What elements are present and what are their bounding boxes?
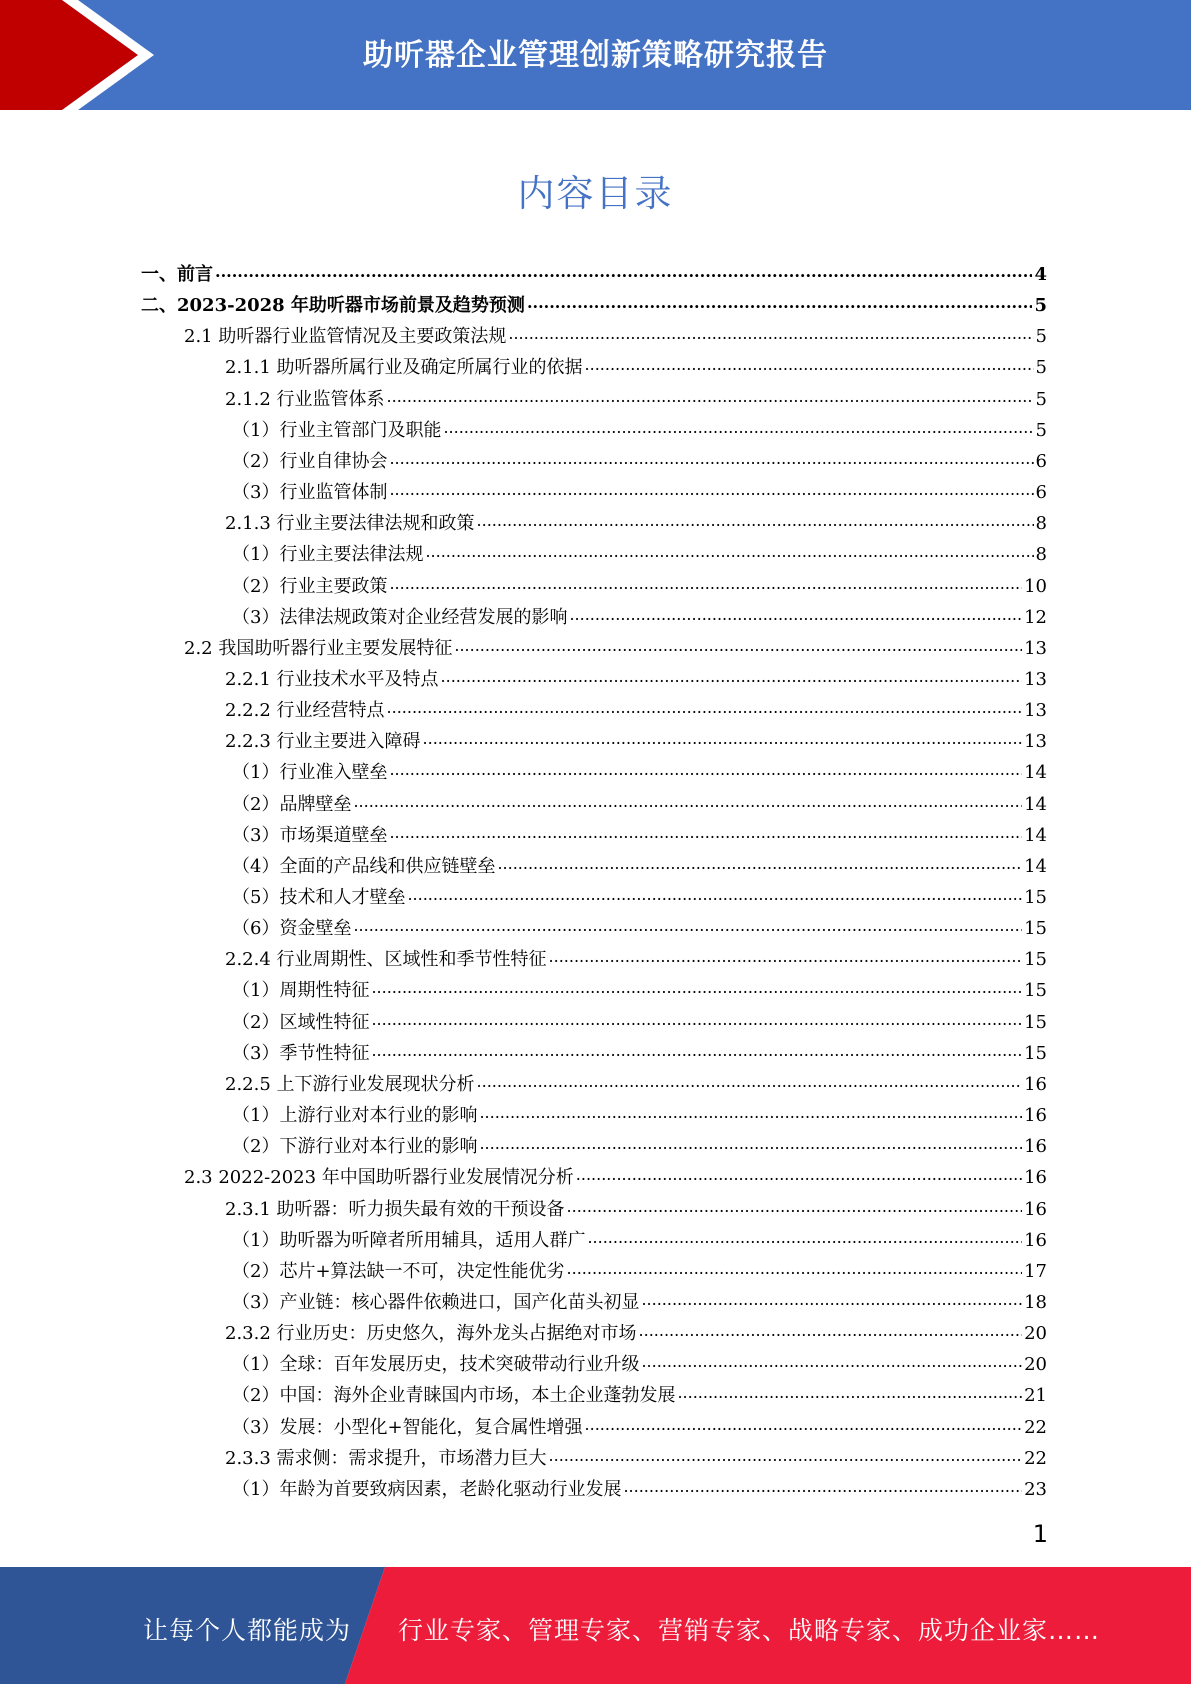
footer-band bbox=[0, 1567, 1191, 1684]
toc-entry-page: 22 bbox=[1024, 1447, 1047, 1469]
toc-dot-leader bbox=[389, 479, 1033, 501]
toc-entry-label: 2.1 助听器行业监管情况及主要政策法规 bbox=[184, 326, 507, 348]
toc-entry[interactable] bbox=[232, 1345, 1047, 1376]
toc-entry-page: 5 bbox=[1034, 295, 1047, 317]
toc-dot-leader bbox=[479, 1133, 1022, 1155]
toc-entry[interactable] bbox=[225, 504, 1047, 535]
toc-entry-label: （1）助听器为听障者所用辅具，适用人群广 bbox=[232, 1229, 586, 1251]
toc-entry-label: 2.1.1 助听器所属行业及确定所属行业的依据 bbox=[225, 357, 583, 379]
toc-dot-leader bbox=[497, 853, 1022, 875]
toc-entry-label: （2）中国：海外企业青睐国内市场，本土企业蓬勃发展 bbox=[232, 1385, 676, 1407]
toc-entry[interactable] bbox=[184, 1158, 1047, 1189]
footer-slogan-left: 让每个人都能成为 bbox=[143, 1616, 352, 1645]
toc-entry-label: （1）周期性特征 bbox=[232, 980, 370, 1002]
toc-entry[interactable] bbox=[225, 1065, 1047, 1096]
toc-entry[interactable] bbox=[232, 816, 1047, 847]
toc-entry-page: 13 bbox=[1024, 637, 1047, 659]
toc-entry-page: 21 bbox=[1024, 1385, 1047, 1407]
toc-entry-label: （2）芯片+算法缺一不可，决定性能优劣 bbox=[232, 1260, 565, 1282]
toc-entry-label: （1）年龄为首要致病因素，老龄化驱动行业发展 bbox=[232, 1478, 622, 1500]
toc-entry-page: 8 bbox=[1035, 513, 1047, 535]
toc-dot-leader bbox=[508, 323, 1033, 345]
toc-entry[interactable] bbox=[232, 878, 1047, 909]
toc-entry[interactable] bbox=[232, 567, 1047, 598]
toc-entry-label: （1）行业主管部门及职能 bbox=[232, 419, 442, 441]
toc-dot-leader bbox=[423, 728, 1023, 750]
toc-entry-label: （3）行业监管体制 bbox=[232, 482, 388, 504]
toc-entry-label: 2.2.3 行业主要进入障碍 bbox=[225, 731, 421, 753]
toc-entry[interactable] bbox=[225, 660, 1047, 691]
toc-dot-leader bbox=[623, 1476, 1022, 1498]
toc-heading: 内容目录 bbox=[517, 172, 674, 215]
toc-entry-page: 15 bbox=[1024, 980, 1047, 1002]
toc-entry-label: 2.3.2 行业历史：历史悠久，海外龙头占据绝对市场 bbox=[225, 1323, 637, 1345]
toc-entry-page: 22 bbox=[1024, 1416, 1047, 1438]
toc-dot-leader bbox=[425, 541, 1033, 563]
toc-entry-label: （1）全球：百年发展历史，技术突破带动行业升级 bbox=[232, 1354, 640, 1376]
toc-entry-page: 14 bbox=[1024, 855, 1047, 877]
toc-entry-label: （2）下游行业对本行业的影响 bbox=[232, 1136, 478, 1158]
toc-entry-page: 16 bbox=[1024, 1167, 1047, 1189]
toc-dot-leader bbox=[549, 1445, 1023, 1467]
toc-entry-label: 2.1.2 行业监管体系 bbox=[225, 388, 385, 410]
toc-entry[interactable] bbox=[232, 442, 1047, 473]
toc-entry-page: 16 bbox=[1024, 1105, 1047, 1127]
toc-entry-page: 14 bbox=[1024, 824, 1047, 846]
toc-entry-page: 15 bbox=[1024, 1011, 1047, 1033]
toc-dot-leader bbox=[389, 822, 1022, 844]
toc-entry[interactable] bbox=[232, 785, 1047, 816]
toc-entry-label: 2.2 我国助听器行业主要发展特征 bbox=[184, 637, 453, 659]
toc-entry-label: （2）区域性特征 bbox=[232, 1011, 370, 1033]
toc-entry[interactable] bbox=[225, 722, 1047, 753]
toc-dot-leader bbox=[641, 1351, 1022, 1373]
toc-entry-label: 2.2.1 行业技术水平及特点 bbox=[225, 668, 439, 690]
toc-dot-leader bbox=[549, 946, 1023, 968]
toc-entry-label: （3）季节性特征 bbox=[232, 1042, 370, 1064]
toc-entry-page: 6 bbox=[1035, 482, 1047, 504]
toc-entry-page: 5 bbox=[1035, 419, 1047, 441]
footer-slogan-right: 行业专家、管理专家、营销专家、战略专家、成功企业家…… bbox=[398, 1616, 1101, 1645]
toc-entry[interactable] bbox=[225, 691, 1047, 722]
toc-entry[interactable] bbox=[225, 348, 1047, 379]
toc-dot-leader bbox=[407, 884, 1022, 906]
toc-dot-leader bbox=[527, 292, 1033, 314]
toc-dot-leader bbox=[479, 1102, 1022, 1124]
toc-entry[interactable] bbox=[225, 940, 1047, 971]
toc-dot-leader bbox=[477, 1071, 1023, 1093]
toc-dot-leader bbox=[387, 697, 1023, 719]
report-title: 助听器企业管理创新策略研究报告 bbox=[363, 38, 828, 73]
toc-entry[interactable] bbox=[232, 1376, 1047, 1407]
toc-entry-page: 13 bbox=[1024, 700, 1047, 722]
toc-dot-leader bbox=[371, 1040, 1022, 1062]
toc-dot-leader bbox=[576, 1164, 1022, 1186]
toc-entry-label: （5）技术和人才壁垒 bbox=[232, 887, 406, 908]
toc-entry[interactable] bbox=[184, 317, 1047, 348]
toc-entry-label: （6）资金壁垒 bbox=[232, 918, 352, 940]
toc-dot-leader bbox=[585, 354, 1034, 376]
toc-entry-label: 2.2.2 行业经营特点 bbox=[225, 700, 385, 722]
toc-entry-page: 16 bbox=[1024, 1229, 1047, 1251]
toc-dot-leader bbox=[441, 666, 1023, 688]
toc-dot-leader bbox=[569, 604, 1022, 626]
toc-entry[interactable] bbox=[232, 847, 1047, 878]
toc-entry-page: 8 bbox=[1035, 544, 1047, 566]
toc-entry-page: 16 bbox=[1024, 1198, 1047, 1220]
toc-entry[interactable] bbox=[232, 909, 1047, 940]
toc-dot-leader bbox=[477, 510, 1034, 532]
toc-entry[interactable] bbox=[232, 1283, 1047, 1314]
toc-entry-page: 16 bbox=[1024, 1073, 1047, 1095]
toc-dot-leader bbox=[443, 417, 1033, 439]
toc-dot-leader bbox=[454, 635, 1022, 657]
toc-dot-leader bbox=[585, 1414, 1023, 1436]
toc-entry[interactable] bbox=[232, 598, 1047, 629]
toc-dot-leader bbox=[677, 1382, 1022, 1404]
toc-entry[interactable] bbox=[232, 411, 1047, 442]
toc-entry-label: （2）行业主要政策 bbox=[232, 575, 388, 597]
toc-entry-page: 20 bbox=[1024, 1323, 1047, 1345]
toc-entry-label: 2.2.4 行业周期性、区域性和季节性特征 bbox=[225, 949, 547, 971]
toc-entry-page: 10 bbox=[1024, 575, 1047, 597]
toc-dot-leader bbox=[215, 261, 1032, 283]
toc-dot-leader bbox=[639, 1320, 1023, 1342]
toc-entry-label: （3）发展：小型化+智能化，复合属性增强 bbox=[232, 1416, 583, 1438]
toc-entry-label: 二、2023-2028 年助听器市场前景及趋势预测 bbox=[141, 295, 525, 317]
toc-dot-leader bbox=[587, 1227, 1022, 1249]
toc-entry[interactable] bbox=[232, 535, 1047, 566]
toc-dot-leader bbox=[641, 1289, 1022, 1311]
toc-entry-label: （1）行业主要法律法规 bbox=[232, 544, 424, 566]
toc-entry-label: 2.2.5 上下游行业发展现状分析 bbox=[225, 1073, 475, 1095]
toc-entry-page: 15 bbox=[1024, 1042, 1047, 1064]
toc-entry[interactable] bbox=[232, 1252, 1047, 1283]
toc-entry[interactable] bbox=[225, 380, 1047, 411]
toc-entry-page: 13 bbox=[1024, 731, 1047, 753]
page-number: 1 bbox=[1032, 1520, 1048, 1548]
toc-entry-label: （3）产业链：核心器件依赖进口，国产化苗头初显 bbox=[232, 1291, 640, 1313]
toc-entry[interactable] bbox=[232, 1034, 1047, 1065]
header-band bbox=[0, 0, 1191, 110]
toc-entry[interactable] bbox=[184, 629, 1047, 660]
toc-entry-page: 4 bbox=[1034, 264, 1047, 285]
toc-entry-page: 15 bbox=[1024, 918, 1047, 940]
toc-entry-label: （4）全面的产品线和供应链壁垒 bbox=[232, 855, 496, 877]
toc-entry-page: 14 bbox=[1024, 793, 1047, 815]
toc-entry-label: 一、前言 bbox=[141, 264, 213, 285]
toc-entry-label: （2）品牌壁垒 bbox=[232, 793, 352, 815]
toc-entry-page: 20 bbox=[1024, 1354, 1047, 1376]
toc-entry[interactable] bbox=[232, 1127, 1047, 1158]
toc-entry-label: （3）市场渠道壁垒 bbox=[232, 824, 388, 846]
toc-entry-page: 16 bbox=[1024, 1136, 1047, 1158]
toc-dot-leader bbox=[387, 386, 1034, 408]
toc-entry[interactable] bbox=[232, 1003, 1047, 1034]
toc-entry-label: （2）行业自律协会 bbox=[232, 450, 388, 472]
toc-entry-page: 18 bbox=[1024, 1291, 1047, 1313]
toc-entry[interactable] bbox=[232, 753, 1047, 784]
toc-dot-leader bbox=[567, 1196, 1023, 1218]
toc-entry-page: 5 bbox=[1035, 357, 1047, 379]
toc-entry-label: 2.3 2022-2023 年中国助听器行业发展情况分析 bbox=[184, 1167, 574, 1189]
toc-entry-label: （1）上游行业对本行业的影响 bbox=[232, 1105, 478, 1127]
toc-entry-label: 2.3.3 需求侧：需求提升，市场潜力巨大 bbox=[225, 1447, 547, 1469]
toc-entry-page: 15 bbox=[1024, 949, 1047, 971]
toc-entry[interactable] bbox=[141, 255, 1047, 286]
toc-entry[interactable] bbox=[141, 286, 1047, 317]
toc-entry[interactable] bbox=[225, 1190, 1047, 1221]
toc-dot-leader bbox=[389, 759, 1022, 781]
toc-entry-page: 15 bbox=[1024, 887, 1047, 908]
toc-dot-leader bbox=[353, 791, 1022, 813]
toc-entry-page: 14 bbox=[1024, 762, 1047, 784]
toc-entry[interactable] bbox=[232, 1221, 1047, 1252]
toc-entry[interactable] bbox=[225, 1314, 1047, 1345]
toc-entry-label: 2.1.3 行业主要法律法规和政策 bbox=[225, 513, 475, 535]
toc-dot-leader bbox=[389, 448, 1033, 470]
toc-dot-leader bbox=[567, 1258, 1023, 1280]
toc-entry-page: 17 bbox=[1024, 1260, 1047, 1282]
toc-dot-leader bbox=[371, 1009, 1022, 1031]
toc-entry[interactable] bbox=[232, 473, 1047, 504]
toc-dot-leader bbox=[371, 977, 1022, 999]
toc-dot-leader bbox=[389, 573, 1022, 595]
toc-entry-label: （3）法律法规政策对企业经营发展的影响 bbox=[232, 606, 568, 628]
toc-entry[interactable] bbox=[225, 1439, 1047, 1470]
toc-entry-page: 5 bbox=[1035, 388, 1047, 410]
toc-entry-page: 23 bbox=[1024, 1478, 1047, 1500]
toc-entry-label: （1）行业准入壁垒 bbox=[232, 762, 388, 784]
toc-entry[interactable] bbox=[232, 971, 1047, 1002]
toc-entry[interactable] bbox=[232, 1096, 1047, 1127]
toc-entry[interactable] bbox=[232, 1408, 1047, 1439]
toc-entry-page: 6 bbox=[1035, 450, 1047, 472]
toc-dot-leader bbox=[353, 915, 1022, 937]
toc-entry-page: 12 bbox=[1024, 606, 1047, 628]
toc-entry-page: 5 bbox=[1035, 326, 1047, 348]
toc-entry-label: 2.3.1 助听器：听力损失最有效的干预设备 bbox=[225, 1198, 565, 1220]
toc-entry[interactable] bbox=[232, 1470, 1047, 1501]
toc-entry-page: 13 bbox=[1024, 668, 1047, 690]
